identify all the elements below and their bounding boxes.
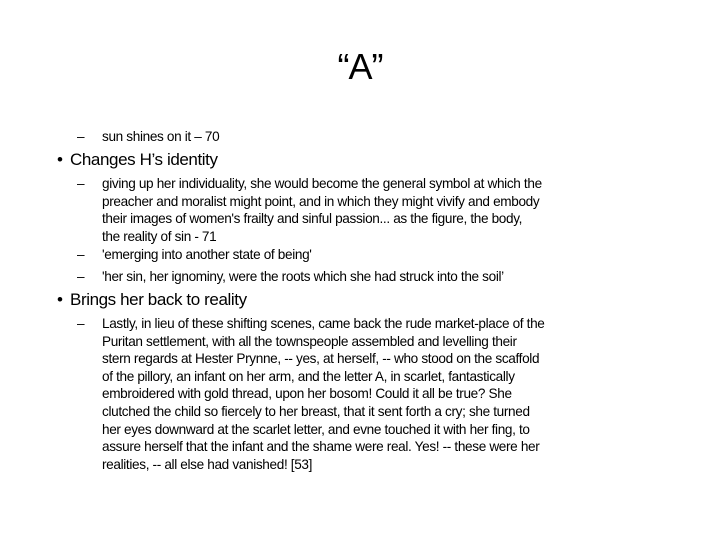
dash-icon: –	[77, 247, 85, 262]
bullet-text-line: embroidered with gold thread, upon her bosom! Could it all be true? She	[102, 386, 512, 402]
sub-bullet	[77, 268, 504, 286]
bullet-text-line: Puritan settlement, with all the townspeople assembled and levelling their	[102, 333, 517, 349]
bullet-icon: •	[57, 150, 63, 169]
sub-bullet	[77, 315, 545, 473]
sub-bullet	[77, 175, 542, 245]
sub-bullet	[77, 128, 219, 146]
dash-icon: –	[77, 176, 85, 191]
bullet-text-line: realities, -- all else had vanished! [53]	[102, 456, 313, 472]
bullet-text-line: preacher and moralist might point, and in which they might vivify and embody	[102, 193, 540, 209]
dash-icon: –	[77, 269, 85, 284]
bullet-text-line: of the pillory, an infant on her arm, and the letter A, in scarlet, fantastically	[102, 368, 515, 384]
bullet-text-line: stern regards at Hester Prynne, -- yes, at herself, -- who stood on the scaffold	[102, 351, 540, 367]
bullet-text: Changes H’s identity	[70, 150, 218, 169]
dash-icon: –	[77, 129, 85, 144]
bullet	[57, 150, 218, 170]
bullet-text-line: her eyes downward at the scarlet letter, and evne touched it with her fing, to	[102, 421, 530, 437]
bullet-text-line: assure herself that the infant and the shame were real. Yes! -- these were her	[102, 439, 540, 455]
bullet-text: 'emerging into another state of being'	[102, 247, 312, 262]
bullet-icon: •	[57, 290, 63, 309]
bullet-text-line: clutched the child so fiercely to her breast, that it sent forth a cry; she turned	[102, 403, 530, 419]
bullet-text: 'her sin, her ignominy, were the roots which she had struck into the soil’	[102, 269, 504, 284]
bullet-text-line: the reality of sin - 71	[102, 228, 217, 244]
sub-bullet	[77, 246, 312, 264]
slide-title: “A”	[337, 46, 383, 87]
dash-icon: –	[77, 316, 85, 331]
bullet-text: sun shines on it – 70	[102, 129, 220, 144]
bullet-text-line: Lastly, in lieu of these shifting scenes, came back the rude market-place of the	[102, 316, 545, 331]
bullet-text: Brings her back to reality	[70, 290, 247, 309]
bullet-text-line: giving up her individuality, she would become the general symbol at which the	[102, 176, 542, 191]
bullet	[57, 290, 247, 310]
bullet-text-line: their images of women's frailty and sinful passion... as the figure, the body,	[102, 211, 523, 227]
